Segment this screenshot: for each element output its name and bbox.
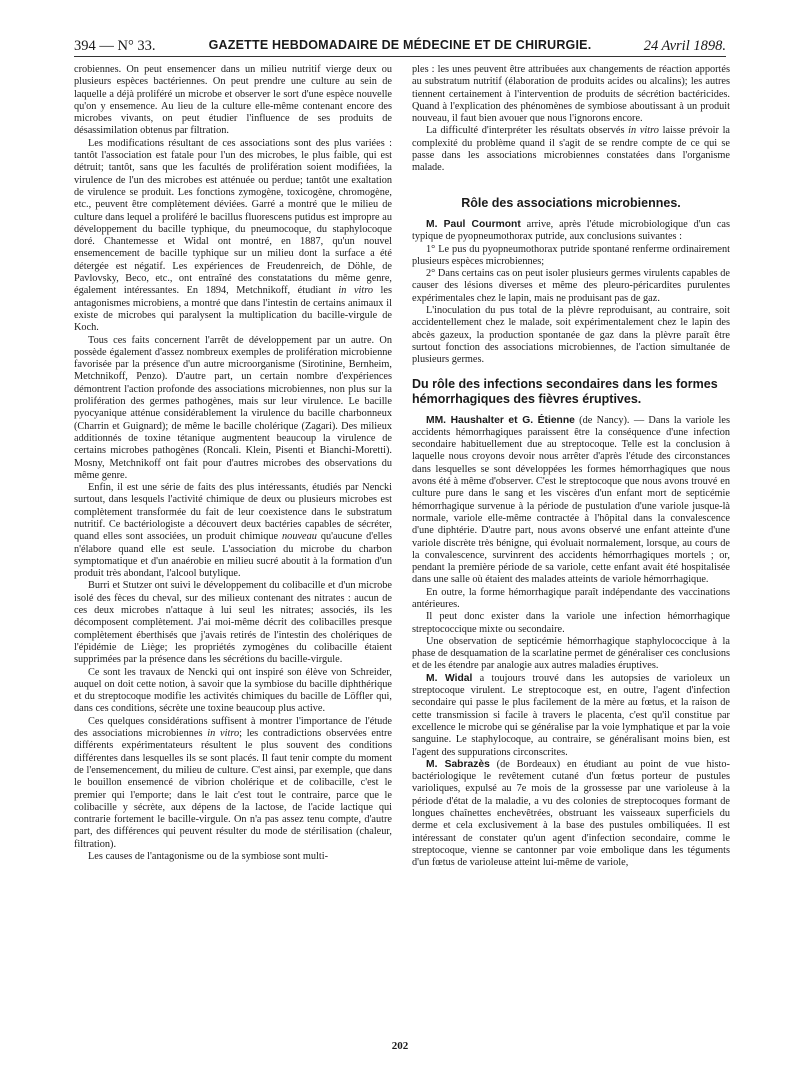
author-name: M. Sabrazès xyxy=(426,758,490,770)
paragraph: M. Paul Courmont arrive, après l'étude microbiologique d'un cas typique de pyopneumothorax putride, aux conclusions suivantes : xyxy=(412,218,730,243)
paragraph: Tous ces faits concernent l'arrêt de développement par un autre. On possède également d'assez nombreux exemples de prolifération microbienne favorisée par la présence d'un autre microorganisme (Sirotinine, Bernheim, Metchnikoff, Penzo). D'autre part, un certain nombre d'expériences démontrent l'action profonde des associations microbiennes, non plus sur la prolifération des germes pathogènes, mais sur leur virulence. Le bacille pyocyanique atténue considérablement la virulence du bacille charbonneux (Charrin et Guignard); de même le bacille cholérique (Zagari). Des milieux additionnés de toxine tétanique augmentent beaucoup la virulence de certains microbes pathogènes (Roncali. Klein, Pisenti et Bianchi-Moretti). Mosny, Metchnikoff ont fait pour d'autres microbes des observations du même genre. xyxy=(74,334,392,481)
paragraph: L'inoculation du pus total de la plèvre reproduisant, au contraire, soit accidentellement chez le malade, soit expérimentalement chez le lapin des abcès gazeux, la production spontanée de gaz dans la plèvre paraît être surtout fonction des associations microbiennes, de l'action simultanée de plusieurs germes. xyxy=(412,305,730,366)
paragraph: Enfin, il est une série de faits des plus intéressants, étudiés par Nencki surtout, dans lesquels l'activité chimique de deux ou plusieurs microbes est complètement transformée du fait de leur coexistence dans le substratum nutritif. Ce bactériologiste a découvert deux bactéries capables de sécréter, quand elles sont associées, un produit chimique nouveau qu'aucune d'elles n'élabore quand elle est seule. L'association du microbe du charbon symptomatique et d'un anaérobie en milieu sucré aboutit à la formation d'un produit très abondant, l'alcool butylique. xyxy=(74,482,392,580)
section-title-secondary-infections: Du rôle des infections secondaires dans les formes hémorrhagiques des fièvres éruptives. xyxy=(412,376,718,406)
paragraph: ples : les unes peuvent être attribuées aux changements de réaction apportés au substratum nutritif (élaboration de produits acides ou alcalins); les autres tiennent certainement à l'intervention de produits de sécrétion bactéricides. Quand à l'explication des phénomènes de symbiose aboutissant à un produit nouveau, il faut bien avouer que nous l'ignorons encore. xyxy=(412,64,730,125)
paragraph: Ces quelques considérations suffisent à montrer l'importance de l'étude des associations microbiennes in vitro; les contradictions observées entre différents expérimentateurs résultent le plus souvent des conditions différentes dans lesquelles ils se sont placés. Il faut tenir compte du moment de l'ensemencement, du milieu de culture. C'est ainsi, par exemple, que dans le bouillon ensemencé de vibrion cholérique et de colibacille, c'est le premier qui l'emporte; dans le lait c'est tout le contraire, parce que le colibacille y sécrète, aux dépens de la lactose, de l'acide lactique qui contrarie fortement le bacille-virgule. On n'a pas assez tenu compte, d'autre part, des différences qui peuvent résulter du mode de stérilisation (chaleur, filtration). xyxy=(74,715,392,850)
paragraph: Il peut donc exister dans la variole une infection hémorrhagique streptococcique mixte ou secondaire. xyxy=(412,611,730,635)
paragraph: Ce sont les travaux de Nencki qui ont inspiré son élève von Schreider, auquel on doit cette notion, à savoir que la symbiose du bacille diphthérique et du streptocoque modifie les activités chimiques du bacille de Löffler qui, dans ces conditions, sécrète une toxine beaucoup plus active. xyxy=(74,666,392,715)
author-name: MM. Haushalter et G. Étienne xyxy=(426,414,575,426)
page-folio: 202 xyxy=(391,1040,409,1052)
paragraph: 2° Dans certains cas on peut isoler plusieurs germes virulents capables de causer des lésions diverses et même des pleuro-péricardites purulentes expérimentales chez le lapin, mais ne produisant pas de gaz. xyxy=(412,268,730,304)
running-header xyxy=(74,34,726,57)
right-column xyxy=(412,64,730,1030)
paragraph: En outre, la forme hémorrhagique paraît indépendante des vaccinations antérieures. xyxy=(412,586,730,610)
header-date: 24 Avril 1898. xyxy=(643,38,726,54)
paragraph: La difficulté d'interpréter les résultats observés in vitro laisse prévoir la complexité du problème quand il s'agit de se rendre compte de ce qui se passe dans les associations microbiennes constatées dans l'organisme malade. xyxy=(412,125,730,174)
paragraph: 1° Le pus du pyopneumothorax putride spontané renferme ordinairement plusieurs espèces microbiennes; xyxy=(412,243,730,267)
section-title-associations: Rôle des associations microbiennes. xyxy=(461,195,681,210)
header-journal-title: GAZETTE HEBDOMADAIRE DE MÉDECINE ET DE CHIRURGIE. xyxy=(208,38,592,52)
paragraph: crobiennes. On peut ensemencer dans un milieu nutritif vierge deux ou plusieurs espèces bactériennes. On peut prendre une culture au sein de laquelle a déjà proliféré un microbe et observer le sort d'une espèce nouvelle qu'on y ensemence. Au lieu de la culture elle-même contenant encore des microbes vivants, on peut étudier l'influence de ses produits de désassimilation obtenus par filtration. xyxy=(74,64,392,137)
paragraph: M. Widal a toujours trouvé dans les autopsies de varioleux un streptocoque virulent. Le streptocoque est, en outre, l'agent d'infection secondaire qui passe le plus facilement de la mère au fœtus, et la raison de cette transmission si facile à travers le placenta, c'est qu'il constitue par excellence le microbe qui se généralise par la voie lymphatique et par la voie sanguine. Le staphylocoque, au contraire, se généralisant moins bien, est l'agent des suppurations circonscrites. xyxy=(412,672,730,758)
paragraph: Burri et Stutzer ont suivi le développement du colibacille et d'un microbe isolé des fèces du cheval, sur des milieux contenant des nitrates : aucun de ces deux microbes n'attaque à lui seul les nitrates; associés, ils les décomposent complètement. J'ai moi-même décrit des colibacilles presque complètement éberthisés que j'avais retirés de l'intestin des cholériques de l'épidémie de Liège; les propriétés zymogènes du colibacille étaient supprimées par la présence dans les sécrétions du bacille-virgule. xyxy=(74,580,392,666)
paragraph: Les causes de l'antagonisme ou de la symbiose sont multi- xyxy=(88,851,329,862)
paragraph: Les modifications résultant de ces associations sont des plus variées : tantôt l'association est fatale pour l'un des microbes, le plus faible, qui est détruit; tantôt, sans que les facultés de prolifération soient modifiées, la virulence de l'un des microbes est atténuée ou perdue; tantôt une exaltation de virulence se produit. Les fonctions zymogène, toxicogène, chromogène, etc., peuvent être complètement déviées. Garré a montré que le milieu de culture dans lequel a proliféré le bacillus fluorescens putidus est impropre au développement du bacille typhique, du pneumocoque, du staphylocoque doré. Chantemesse et Widal ont montré, en 1887, qu'un nouvel ensemencement de bacille typhique sur un milieu dont la surface a été détergée est négatif. Les expériences de Freudenreich, de Döhle, de Pavlovsky, Beco, etc., ont entraîné des constatations du même genre, également intéressantes. En 1894, Metchnikoff, étudiant in vitro les antagonismes microbiens, a montré que dans l'intestin de certains animaux il existe de microbes qui paralysent la multiplication du bacille-virgule de Koch. xyxy=(74,137,392,334)
author-name: M. Paul Courmont xyxy=(426,218,521,230)
author-name: M. Widal xyxy=(426,672,473,684)
left-column xyxy=(74,64,392,1030)
paragraph: Une observation de septicémie hémorrhagique staphylococcique à la phase de desquamation de la scarlatine permet de généraliser ces conclusions et de les étendre par analogie aux autres maladies éruptives. xyxy=(412,635,730,672)
paragraph: M. Sabrazès (de Bordeaux) en étudiant au point de vue histo-bactériologique le revêtement cutané d'un fœtus porteur de pustules varioliques, expulsé au 7e mois de la grossesse par une varioleuse à la période d'état de la maladie, a vu des colonies de streptocoques formant de longues chaînettes enchevêtrées, obstruant les vaisseaux superficiels du derme et cela exclusivement à la base des pustules ombiliquées. Il est intéressant de constater qu'un agent d'infection secondaire, comme le streptocoque, vienne se cantonner par voie embolique dans les téguments d'un fœtus de varioleuse atteint lui-même de variole, xyxy=(412,758,730,869)
paragraph: MM. Haushalter et G. Étienne (de Nancy). — Dans la variole les accidents hémorrhagiques paraissent être la conséquence d'une infection secondaire habituellement due au streptocoque. Telle est la conclusion à laquelle nous croyons devoir nous arrêter d'après l'étude des circonstances dans lesquelles se sont développées les formes hémorrhagiques que nous avons été à même d'observer. C'est le streptocoque que nous avons trouvé en culture pure dans le sang et les viscères d'un enfant mort de septicémie hémorrhagique survenue à la période de pustulation d'une variole jusque-là normale, variole elle-même contractée à l'hôpital dans la convalescence d'une diphtérie. D'autre part, nous avons observé une enfant atteinte d'une variole discrète très bénigne, qui évoluait normalement, lorsque, au cours de la convalescence, survinrent des accidents hémorrhagiques mortels ; or, pendant la première période de sa variole, cette enfant avait été hospitalisée dans une salle où étaient des malades atteints de variole hémorrhagique. xyxy=(412,414,730,586)
header-issue-number: 394 — N° 33. xyxy=(74,38,156,54)
